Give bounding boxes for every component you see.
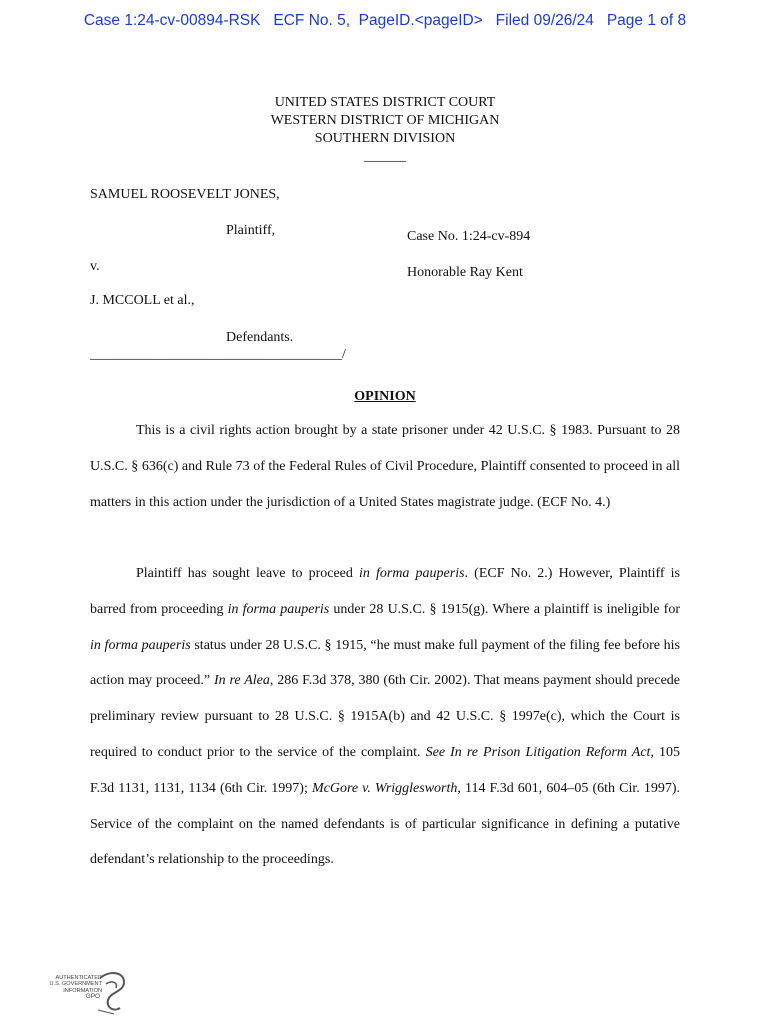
italic-citation-run: in forma pauperis xyxy=(90,637,191,653)
text-run: Plaintiff has sought leave to proceed xyxy=(136,566,359,581)
text-run: . (ECF No. 2.) However, Plaintiff is barred from proceeding xyxy=(90,566,681,617)
gpo-eagle-icon xyxy=(94,970,130,1016)
court-name: UNITED STATES DISTRICT COURT xyxy=(274,95,496,110)
gpo-line-1: AUTHENTICATED xyxy=(55,975,102,981)
defendants-label: Defendants. xyxy=(226,330,294,345)
plaintiff-name: SAMUEL ROOSEVELT JONES, xyxy=(90,187,280,202)
opinion-title: OPINION xyxy=(354,389,416,404)
caption-closing-rule: ____________________________________/ xyxy=(90,347,346,362)
italic-citation-run: See In re Prison Litigation Reform Act xyxy=(425,744,651,760)
body-paragraph-2 xyxy=(90,556,680,878)
text-run: , 114 F.3d 601, 604–05 (6th Cir. 1997). Service of the complaint on the named defendants is of particular significance in defining a putative defendant’s relationship to the proceedings. xyxy=(90,780,680,868)
versus: v. xyxy=(90,259,100,274)
court-district: WESTERN DISTRICT OF MICHIGAN xyxy=(270,113,500,128)
gpo-line-2: U.S. GOVERNMENT xyxy=(49,981,102,988)
gpo-mark-label: GPO xyxy=(85,993,100,1001)
text-run: status under 28 U.S.C. § 1915, “he must make full payment of the filing fee before his action may proceed.” xyxy=(90,637,680,689)
court-rule: ______ xyxy=(364,149,406,164)
italic-citation-run: In re Alea xyxy=(213,673,270,689)
judge-name: Honorable Ray Kent xyxy=(407,265,523,280)
italic-citation-run: McGore v. Wrigglesworth xyxy=(311,780,458,796)
italic-citation-run: in forma pauperis xyxy=(358,566,465,581)
ecf-header-stamp: Case 1:24-cv-00894-RSK ECF No. 5, PageID.<pageID> Filed 09/26/24 Page 1 of 8 xyxy=(83,12,687,29)
gpo-line-3: INFORMATION xyxy=(63,987,102,994)
court-division: SOUTHERN DIVISION xyxy=(314,131,456,146)
text-run: under 28 U.S.C. § 1915(g). Where a plaintiff is ineligible for xyxy=(329,601,680,617)
gpo-authentication-badge xyxy=(44,970,134,1016)
body-paragraph-1 xyxy=(90,413,680,520)
defendant-name: J. MCCOLL et al., xyxy=(90,293,195,308)
paragraph-2-text xyxy=(90,556,680,878)
paragraph-1-text xyxy=(90,413,680,520)
court-heading xyxy=(0,94,770,166)
text-run: This is a civil rights action brought by a state prisoner under 42 U.S.C. § 1983. Pursuant to 28 U.S.C. § 636(c) and Rule 73 of the Federal Rules of Civil Procedure, Plaintiff consented to proceed in all matters in this action under the jurisdiction of a United States magistrate judge. (ECF No. 4.) xyxy=(90,423,680,510)
case-number: Case No. 1:24-cv-894 xyxy=(407,229,531,244)
text-run: , 105 F.3d 1131, 1131, 1134 (6th Cir. 1997); xyxy=(90,744,681,796)
italic-citation-run: in forma pauperis xyxy=(227,601,330,617)
plaintiff-label: Plaintiff, xyxy=(226,223,276,238)
text-run: , 286 F.3d 378, 380 (6th Cir. 2002). That means payment should precede preliminary review pursuant to 28 U.S.C. § 1915A(b) and 42 U.S.C. § 1997e(c), which the Court is required to conduct prior to the service of the complaint. xyxy=(90,673,681,760)
